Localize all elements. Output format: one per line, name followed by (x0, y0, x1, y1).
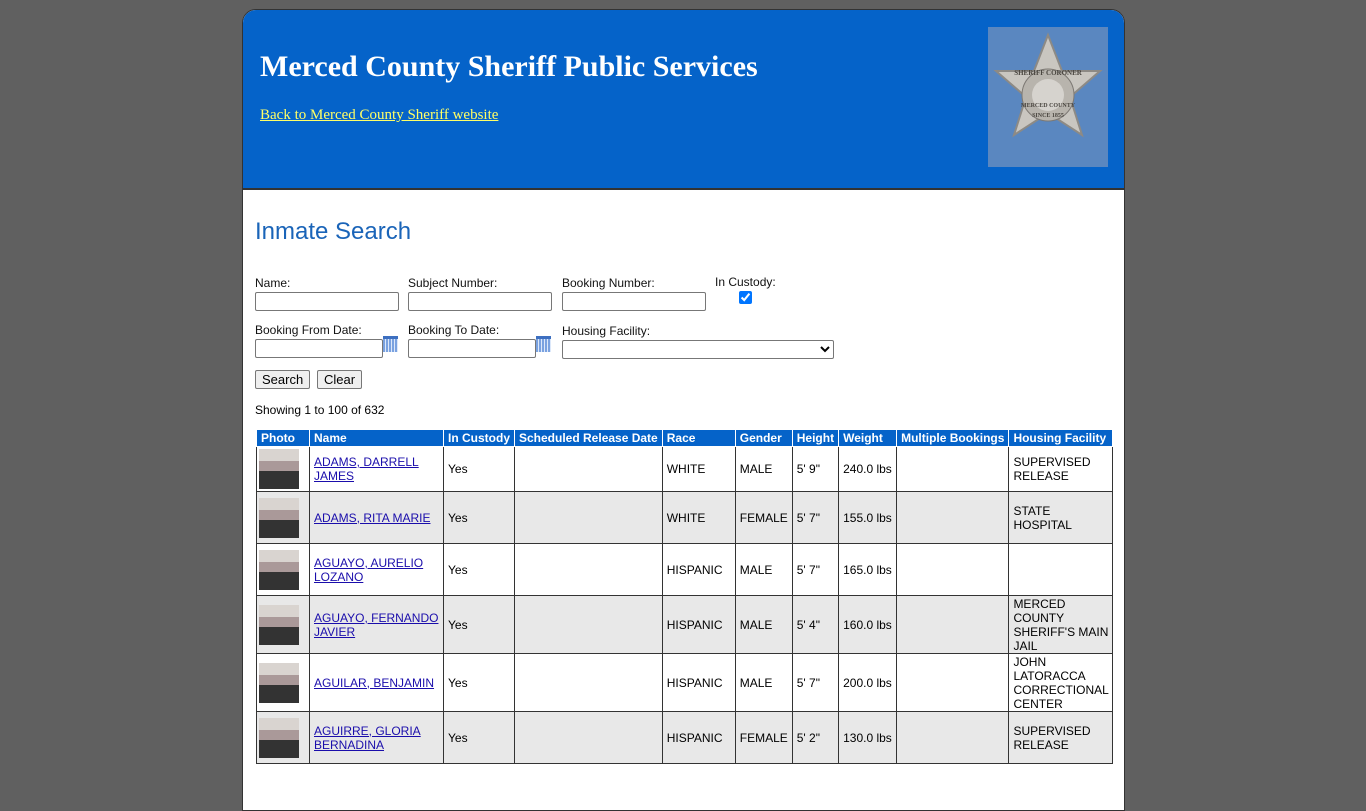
booking-number-label: Booking Number: (562, 276, 655, 290)
name-cell (310, 544, 444, 596)
multiple-cell (897, 596, 1009, 654)
name-cell (310, 492, 444, 544)
booking-to-date-input[interactable] (408, 339, 536, 358)
column-header: Scheduled Release Date (515, 430, 663, 447)
table-row (257, 492, 1113, 544)
multiple-cell (897, 654, 1009, 712)
height-cell: 5' 2" (792, 712, 838, 764)
table-row (257, 654, 1113, 712)
inmate-name-link[interactable]: AGUAYO, AURELIO LOZANO (314, 555, 424, 584)
table-row (257, 544, 1113, 596)
gender-cell: MALE (735, 596, 792, 654)
photo-cell (257, 712, 310, 764)
facility-group (562, 324, 834, 359)
booking-field-group (562, 276, 706, 311)
race-cell: WHITE (662, 492, 735, 544)
facility-cell: MERCED COUNTY SHERIFF'S MAIN JAIL (1009, 596, 1113, 654)
custody-cell: Yes (444, 544, 515, 596)
release-cell (515, 492, 663, 544)
back-link[interactable]: Back to Merced County Sheriff website (260, 107, 499, 123)
inmate-table (256, 429, 1113, 764)
height-cell: 5' 7" (792, 654, 838, 712)
height-cell: 5' 9" (792, 447, 838, 492)
in-custody-label: In Custody: (715, 275, 776, 289)
column-header: Height (792, 430, 838, 447)
weight-cell: 160.0 lbs (839, 596, 897, 654)
height-cell: 5' 7" (792, 492, 838, 544)
subject-number-input[interactable] (408, 292, 552, 311)
name-cell (310, 654, 444, 712)
sheriff-badge-logo (988, 27, 1108, 167)
custody-cell: Yes (444, 654, 515, 712)
table-row (257, 596, 1113, 654)
badge-text-middle: MERCED COUNTY (1020, 103, 1076, 109)
column-header: Gender (735, 430, 792, 447)
gender-cell: FEMALE (735, 712, 792, 764)
multiple-cell (897, 447, 1009, 492)
site-title: Merced County Sheriff Public Services (260, 50, 758, 83)
photo-cell (257, 447, 310, 492)
race-cell: WHITE (662, 447, 735, 492)
weight-cell: 130.0 lbs (839, 712, 897, 764)
table-row (257, 712, 1113, 764)
inmate-name-link[interactable]: ADAMS, DARRELL JAMES (314, 455, 419, 483)
weight-cell: 240.0 lbs (839, 447, 897, 492)
facility-cell: SUPERVISED RELEASE (1009, 712, 1113, 764)
release-cell (515, 544, 663, 596)
gender-cell: FEMALE (735, 492, 792, 544)
housing-facility-label: Housing Facility: (562, 324, 651, 338)
clear-button[interactable]: Clear (317, 370, 362, 389)
photo-cell (257, 544, 310, 596)
release-cell (515, 447, 663, 492)
gender-cell: MALE (735, 654, 792, 712)
column-header: Race (662, 430, 735, 447)
search-button[interactable]: Search (255, 370, 310, 389)
column-header: Housing Facility (1009, 430, 1113, 447)
release-cell (515, 596, 663, 654)
inmate-name-link[interactable]: AGUAYO, FERNANDO JAVIER (314, 610, 439, 639)
facility-cell: STATE HOSPITAL (1009, 492, 1113, 544)
booking-to-date-label: Booking To Date: (408, 323, 500, 337)
calendar-icon[interactable] (536, 336, 551, 352)
inmate-photo[interactable] (259, 498, 299, 538)
photo-cell (257, 596, 310, 654)
header-banner (243, 10, 1124, 190)
gender-cell: MALE (735, 447, 792, 492)
multiple-cell (897, 712, 1009, 764)
name-cell (310, 447, 444, 492)
weight-cell: 165.0 lbs (839, 544, 897, 596)
inmate-photo[interactable] (259, 718, 299, 758)
facility-cell (1009, 544, 1113, 596)
multiple-cell (897, 492, 1009, 544)
photo-cell (257, 492, 310, 544)
column-header: Photo (257, 430, 310, 447)
table-header-row (257, 430, 1113, 447)
page-title: Inmate Search (255, 218, 412, 245)
column-header: Weight (839, 430, 897, 447)
calendar-icon[interactable] (383, 336, 398, 352)
name-label: Name: (255, 276, 291, 290)
inmate-photo[interactable] (259, 663, 299, 703)
height-cell: 5' 7" (792, 544, 838, 596)
facility-cell: SUPERVISED RELEASE (1009, 447, 1113, 492)
name-input[interactable] (255, 292, 399, 311)
photo-cell (257, 654, 310, 712)
weight-cell: 200.0 lbs (839, 654, 897, 712)
race-cell: HISPANIC (662, 544, 735, 596)
multiple-cell (897, 544, 1009, 596)
race-cell: HISPANIC (662, 654, 735, 712)
badge-text-top: SHERIFF CORONER (1014, 69, 1082, 77)
subject-number-label: Subject Number: (408, 276, 498, 290)
inmate-photo[interactable] (259, 449, 299, 489)
race-cell: HISPANIC (662, 712, 735, 764)
inmate-name-link[interactable]: AGUIRRE, GLORIA BERNADINA (314, 723, 421, 752)
custody-cell: Yes (444, 447, 515, 492)
column-header: In Custody (444, 430, 515, 447)
results-count: Showing 1 to 100 of 632 (255, 403, 385, 417)
race-cell: HISPANIC (662, 596, 735, 654)
from-date-group (255, 323, 383, 358)
release-cell (515, 654, 663, 712)
inmate-name-link[interactable]: ADAMS, RITA MARIE (314, 510, 431, 525)
column-header: Name (310, 430, 444, 447)
gender-cell: MALE (735, 544, 792, 596)
to-date-group (408, 323, 536, 358)
name-cell (310, 712, 444, 764)
height-cell: 5' 4" (792, 596, 838, 654)
booking-from-date-input[interactable] (255, 339, 383, 358)
badge-text-bottom: SINCE 1855 (1032, 113, 1064, 119)
inmate-photo[interactable] (259, 605, 299, 645)
booking-from-date-label: Booking From Date: (255, 323, 362, 337)
weight-cell: 155.0 lbs (839, 492, 897, 544)
custody-cell: Yes (444, 596, 515, 654)
facility-cell: JOHN LATORACCA CORRECTIONAL CENTER (1009, 654, 1113, 712)
name-field-group (255, 276, 399, 311)
page-container (242, 9, 1125, 811)
column-header: Multiple Bookings (897, 430, 1009, 447)
inmate-name-link[interactable]: AGUILAR, BENJAMIN (314, 675, 435, 690)
in-custody-checkbox[interactable] (739, 291, 752, 304)
table-row (257, 447, 1113, 492)
housing-facility-select[interactable] (562, 340, 834, 359)
custody-cell: Yes (444, 492, 515, 544)
booking-number-input[interactable] (562, 292, 706, 311)
custody-cell: Yes (444, 712, 515, 764)
name-cell (310, 596, 444, 654)
subject-field-group (408, 276, 552, 311)
inmate-photo[interactable] (259, 550, 299, 590)
release-cell (515, 712, 663, 764)
custody-field-group (715, 275, 776, 307)
